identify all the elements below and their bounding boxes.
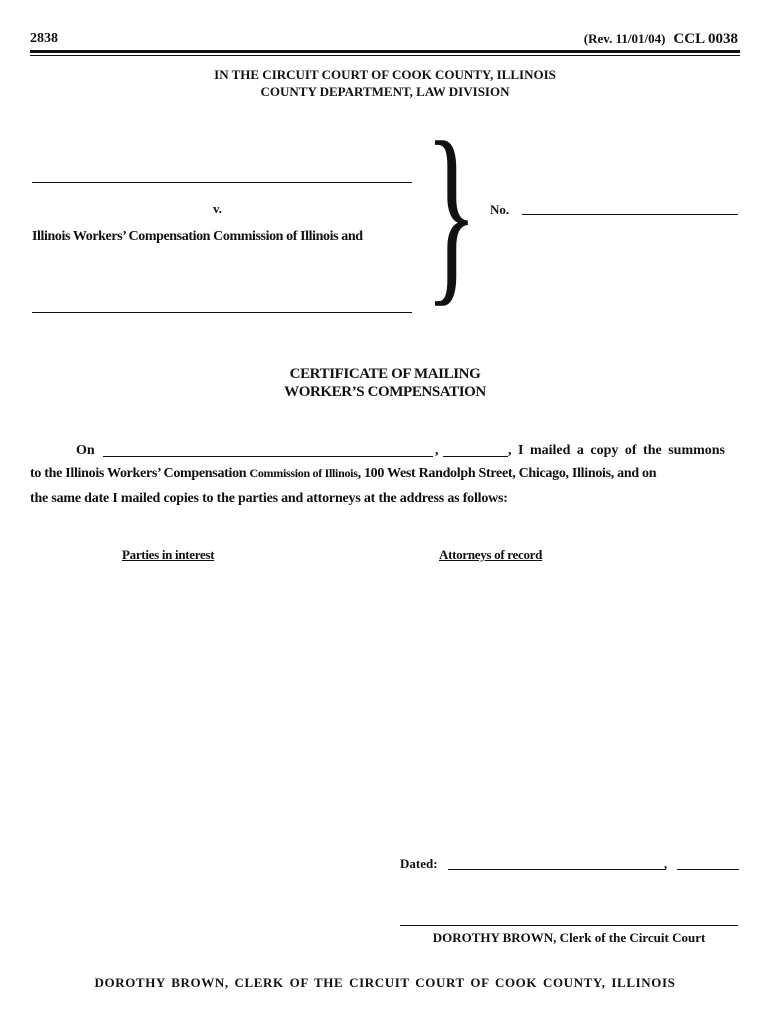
- on-label: On: [76, 443, 95, 458]
- dated-label: Dated:: [400, 856, 438, 871]
- header-rule-thick: [30, 50, 740, 53]
- certificate-subtitle: WORKER’S COMPENSATION: [284, 384, 486, 400]
- versus-label: v.: [213, 201, 223, 216]
- comma-separator: ,: [435, 443, 439, 458]
- form-number: 2838: [30, 31, 58, 46]
- dated-comma: ,: [664, 856, 668, 871]
- form-code: CCL 0038: [673, 31, 738, 47]
- additional-respondent-line[interactable]: [32, 312, 412, 313]
- court-name: IN THE CIRCUIT COURT OF COOK COUNTY, ILLINOIS: [214, 67, 556, 82]
- body-line-2-commission: Commission of Illinois: [249, 466, 358, 480]
- case-number-field[interactable]: [522, 214, 738, 215]
- body-line-2-end: , 100 West Randolph Street, Chicago, Illinois, and on: [357, 466, 657, 481]
- clerk-signature-line[interactable]: [400, 925, 738, 926]
- parties-in-interest-heading: Parties in interest: [122, 547, 215, 562]
- plaintiff-line[interactable]: [32, 182, 412, 183]
- body-line-3: the same date I mailed copies to the parties and attorneys at the address as follows:: [30, 491, 508, 506]
- certificate-title: CERTIFICATE OF MAILING: [289, 366, 481, 382]
- header-rule-thin: [30, 55, 740, 56]
- revision-date: (Rev. 11/01/04): [583, 31, 666, 46]
- form-revision-code: [584, 30, 738, 48]
- attorneys-of-record-heading: Attorneys of record: [439, 547, 543, 562]
- court-department: COUNTY DEPARTMENT, LAW DIVISION: [260, 84, 510, 99]
- dated-year-field[interactable]: [677, 869, 739, 870]
- case-number-label: No.: [490, 202, 510, 217]
- mailing-date-field[interactable]: [103, 456, 433, 457]
- mailed-text: , I mailed a copy of the summons: [508, 443, 726, 458]
- mailing-year-field[interactable]: [443, 456, 508, 457]
- footer-clerk: DOROTHY BROWN, CLERK OF THE CIRCUIT COURT OF COOK COUNTY, ILLINOIS: [94, 975, 676, 990]
- clerk-name: DOROTHY BROWN, Clerk of the Circuit Court: [432, 930, 706, 945]
- dated-field[interactable]: [448, 869, 666, 870]
- caption-brace: }: [425, 102, 478, 323]
- body-line-2: [30, 466, 656, 482]
- respondent-name: Illinois Workers’ Compensation Commission of Illinois and: [32, 229, 363, 244]
- body-line-2-start: to the Illinois Workers’ Compensation: [30, 466, 250, 481]
